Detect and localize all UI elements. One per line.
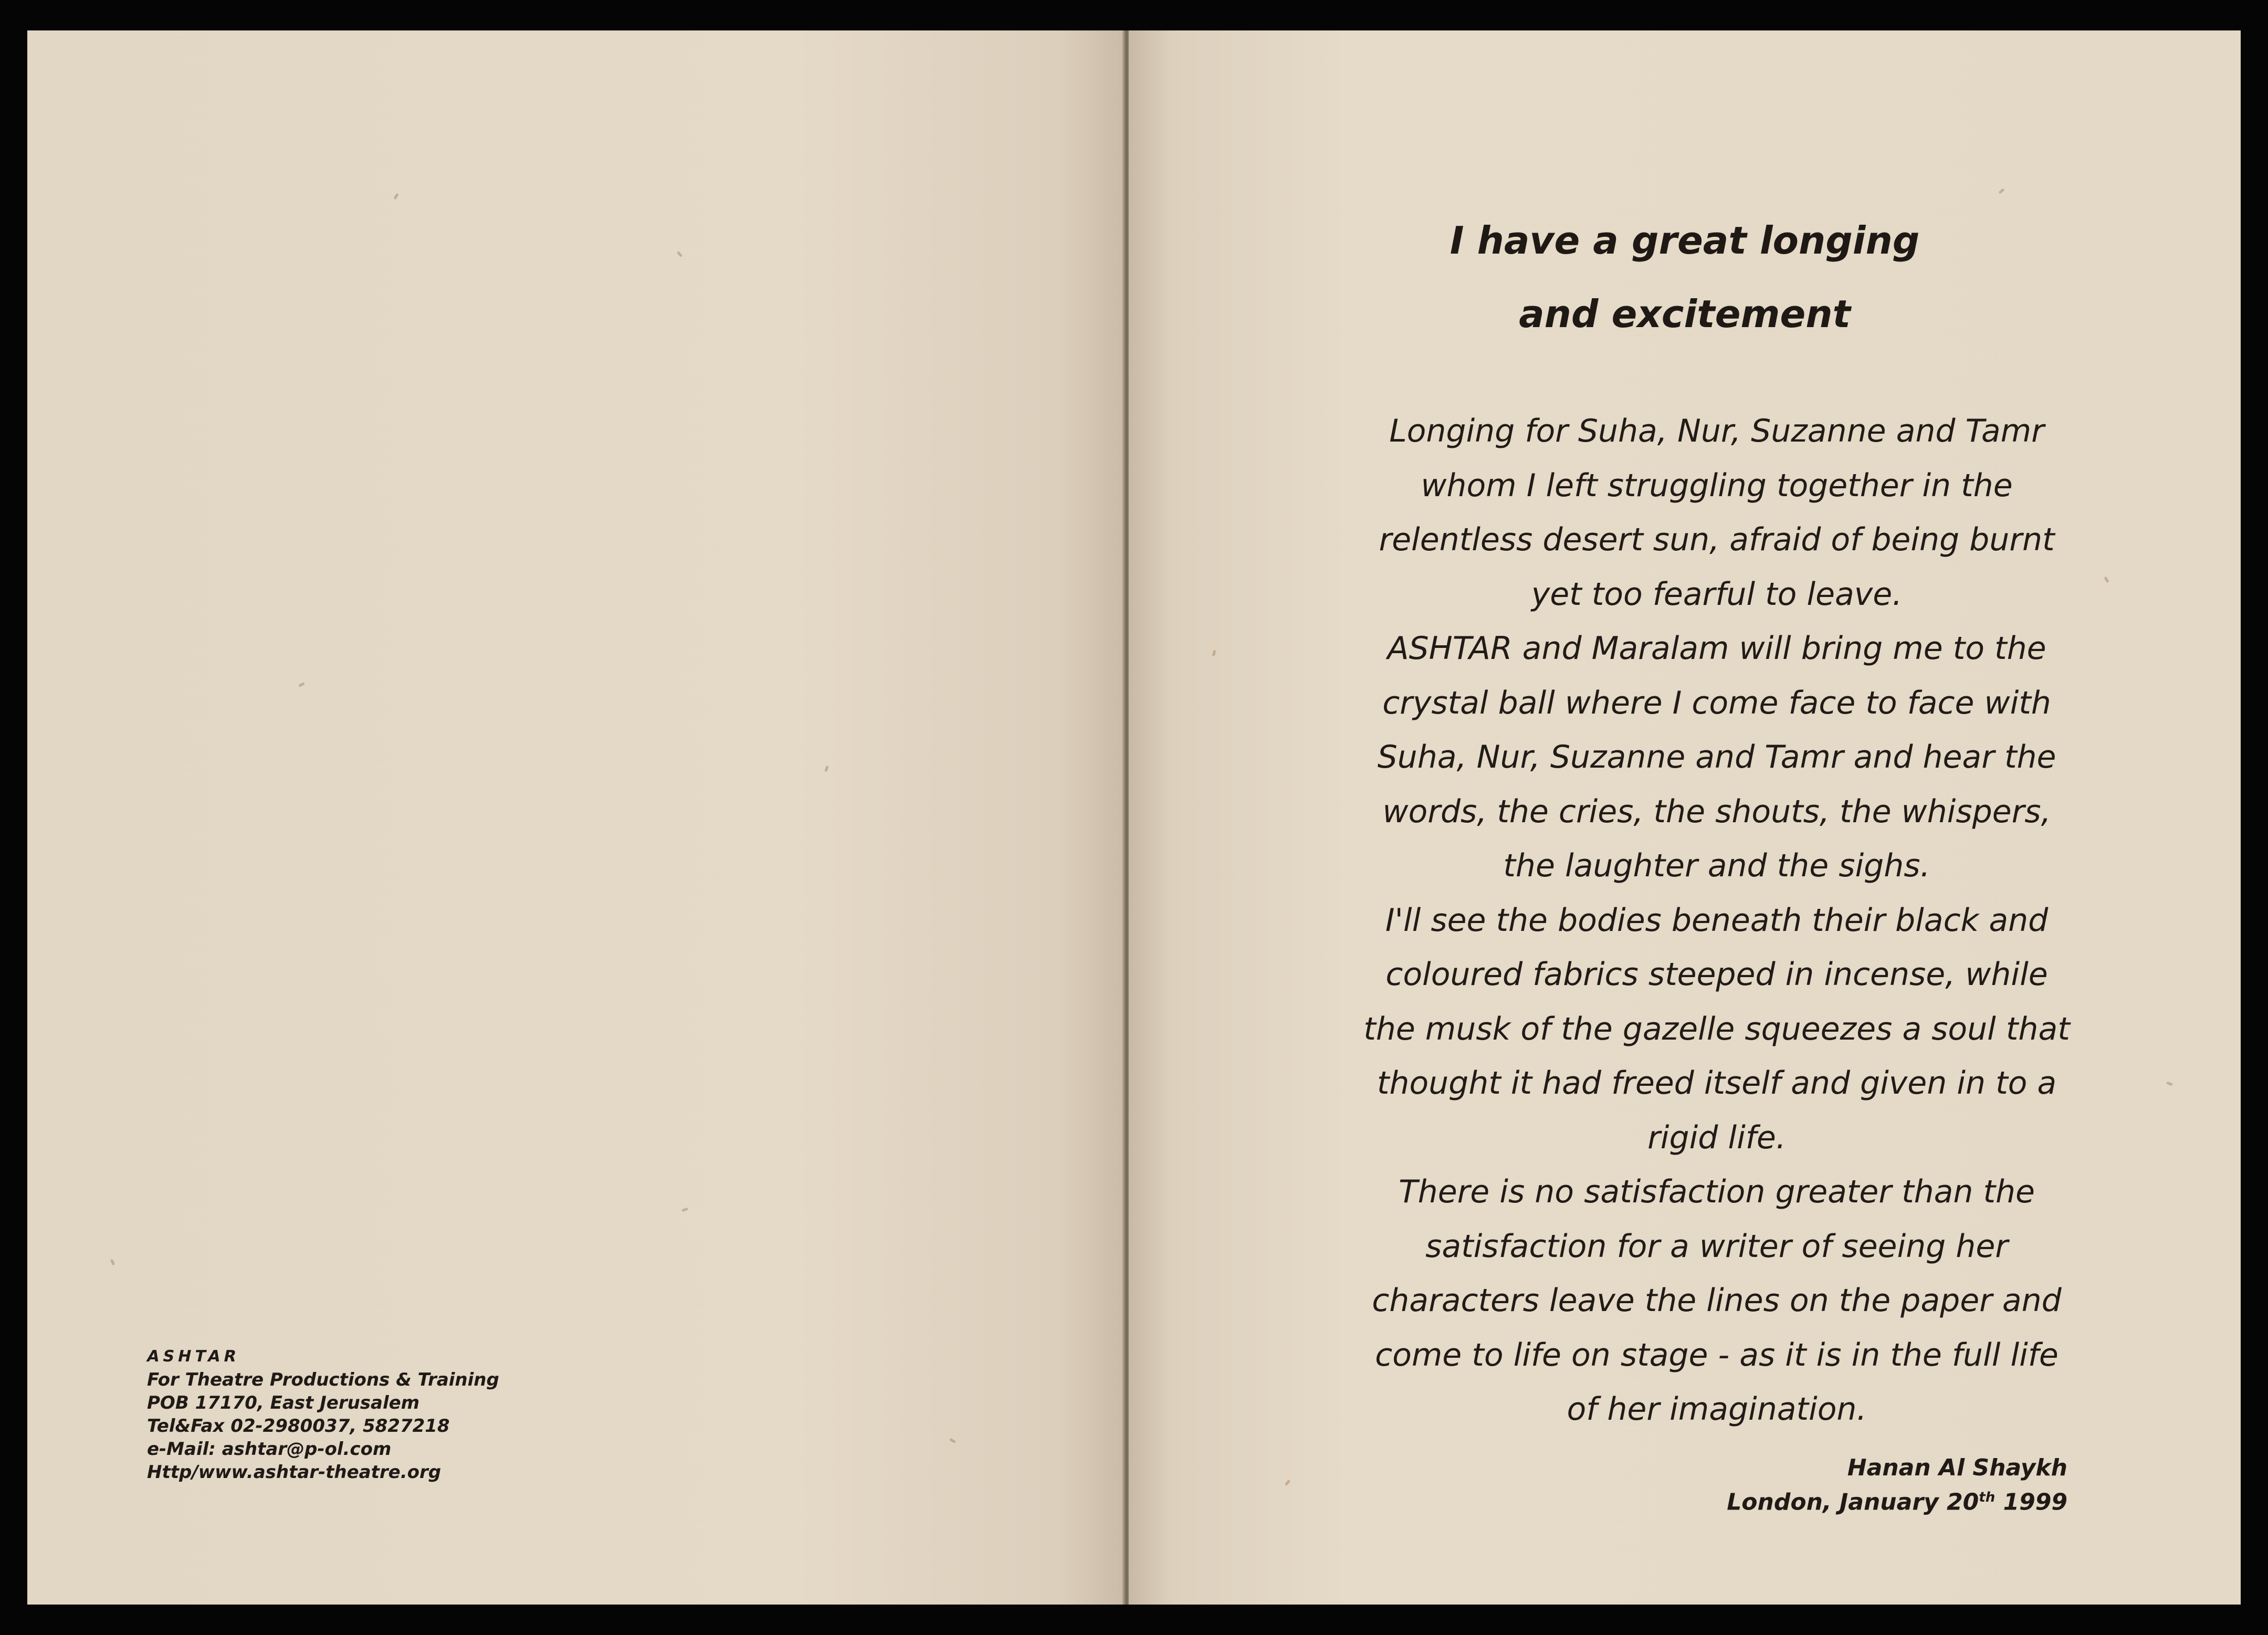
body-line: Suha, Nur, Suzanne and Tamr and hear the: [1377, 739, 2056, 775]
body-line: come to life on stage - as it is in the full life: [1375, 1336, 2059, 1374]
imprint-web: Http/www.ashtar-theatre.org: [147, 1462, 442, 1483]
paper-fleck: [681, 1208, 688, 1212]
place-date: [1727, 1483, 2067, 1517]
paper-fleck: [110, 1259, 116, 1266]
paper-fleck: [677, 251, 683, 257]
imprint-phone: Tel&Fax 02-2980037, 5827218: [147, 1416, 450, 1437]
imprint-org: ASHTAR: [145, 1347, 242, 1366]
booklet-spread: [27, 30, 2241, 1605]
imprint-email: e-Mail: ashtar@p-ol.com: [147, 1439, 392, 1460]
body-line: whom I left struggling together in the: [1421, 467, 2013, 504]
body-line: crystal ball where I come face to face with: [1382, 684, 2051, 721]
body-line: Longing for Suha, Nur, Suzanne and Tamr: [1389, 413, 2044, 449]
body-line: coloured fabrics steeped in incense, while: [1385, 956, 2048, 993]
paper-fleck: [949, 1438, 956, 1443]
body-line: words, the cries, the shouts, the whispers,: [1382, 793, 2051, 830]
body-line: characters leave the lines on the paper and: [1372, 1282, 2062, 1319]
body-line: relentless desert sun, afraid of being burnt: [1379, 521, 2055, 558]
title-line-1: I have a great longing: [1450, 218, 1920, 263]
paper-fleck: [1998, 188, 2004, 194]
imprint-address: POB 17170, East Jerusalem: [147, 1392, 420, 1413]
paper-fleck: [1285, 1480, 1291, 1486]
place-date-text: London, January 20: [1727, 1489, 1979, 1516]
title-line-2: and excitement: [1519, 292, 1851, 336]
body-line: the musk of the gazelle squeezes a soul that: [1363, 1010, 2070, 1047]
body-text: [1312, 404, 2121, 1437]
paper-fleck: [393, 193, 398, 200]
imprint-tagline: For Theatre Productions & Training: [147, 1369, 499, 1390]
body-line: rigid life.: [1647, 1119, 1786, 1156]
body-line: ASHTAR and Maralam will bring me to the: [1387, 630, 2046, 667]
paper-fleck: [2166, 1082, 2173, 1086]
page-title: [1129, 204, 2241, 351]
author-name: Hanan Al Shaykh: [1847, 1454, 2067, 1481]
body-line: satisfaction for a writer of seeing her: [1425, 1228, 2008, 1265]
body-line: the laughter and the sighs.: [1503, 847, 1930, 884]
author-signature: [1727, 1453, 2067, 1517]
body-line: I'll see the bodies beneath their black and: [1385, 902, 2049, 939]
paper-fleck: [298, 682, 305, 687]
body-line: There is no satisfaction greater than the: [1399, 1173, 2035, 1210]
paper-fleck: [1212, 650, 1216, 657]
left-page: [27, 30, 1125, 1605]
body-line: yet too fearful to leave.: [1531, 575, 1903, 613]
date-year: 1999: [1995, 1489, 2067, 1516]
paper-fleck: [824, 766, 829, 772]
right-page: [1129, 30, 2241, 1605]
body-line: thought it had freed itself and given in to a: [1377, 1065, 2057, 1102]
body-line: of her imagination.: [1567, 1391, 1867, 1428]
publisher-imprint: [147, 1344, 499, 1484]
date-suffix: th: [1979, 1490, 1996, 1505]
